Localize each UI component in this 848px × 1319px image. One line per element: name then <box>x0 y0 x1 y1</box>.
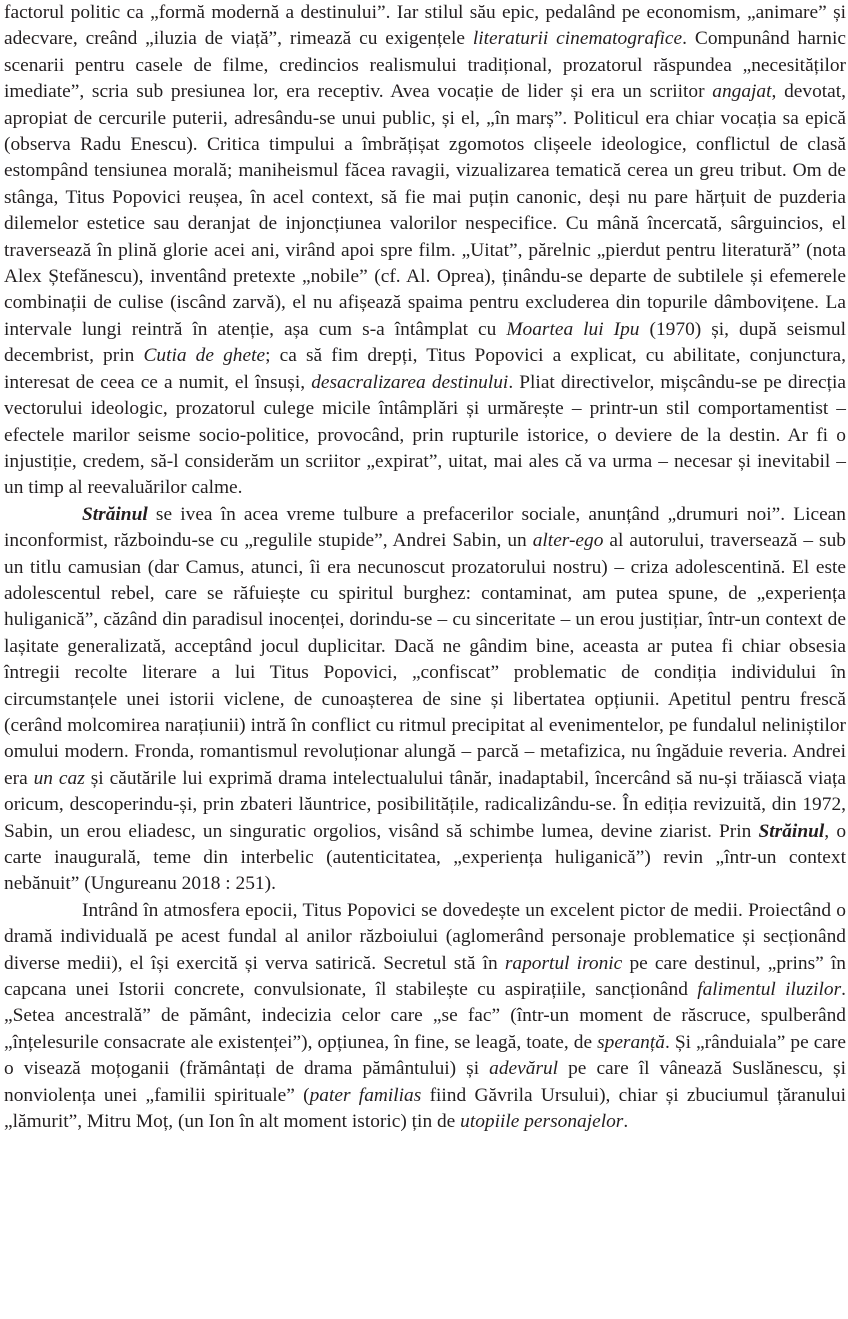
book-title-emphasis: Străinul <box>82 503 148 525</box>
italic-emphasis: un caz <box>33 767 85 789</box>
text-run: . Compunând harnic scenarii pentru casele de filme, credincios realismului tradițional, prozatorul răspundea „necesităților imediate”, scria sub presiunea lor, era receptiv. Avea vocație de lider și era un scriitor <box>4 28 846 103</box>
text-run: pe care destinul, „prins” în capcana unei Istorii concrete, convulsionate, îl stabilește cu aspirațiile, sancționând <box>4 952 846 1001</box>
italic-emphasis: alter-ego <box>532 530 604 552</box>
text-run: Intrând în atmosfera epocii, Titus Popovici se dovedește un excelent pictor de medii. Proiectând o dramă individuală pe acest fundal al anilor războiului (aglomerând personaje problematice și secționând diverse medii), el își exercită și verva satirică. Secretul stă în <box>4 899 846 974</box>
book-title-emphasis: Străinul <box>758 820 825 842</box>
text-run: se ivea în acea vreme tulbure a prefacerilor sociale, anunțând „drumuri noi”. Licean inconformist, războindu-se cu „regulile stupide”, Andrei Sabin, un <box>4 503 846 552</box>
text-run: al autorului, traversează – sub un titlu camusian (dar Camus, atunci, îi era necunoscut prozatorului nostru) – criza adolescentină. El este adolescentul rebel, care se răfuiește cu spiritul burghez: contaminat, am putea spune, de „experiența huliganică”, căzând din paradisul inocenței, dorindu-se – cu sinceritate – un erou justițiar, într-un context de lașitate generalizată, acceptând jocul duplicitar. Dacă ne gândim bine, aceasta ar putea fi chiar obsesia întregii recolte literare a lui Titus Popovici, „confiscat” problematic de condiția individului în circumstanțele unei istorii viclene, de cunoașterea de sine și libertatea opțiunii. Apetitul pentru frescă (cerând molcomirea narațiunii) intră în conflict cu ritmul precipitat al evenimentelor, pe fundalul neliniștilor omului modern. Fronda, romantismul revoluționar alungă – parcă – metafizica, nu îngăduie reveria. Andrei era <box>4 530 846 789</box>
paragraph <box>4 0 846 502</box>
italic-emphasis: desacralizarea destinului <box>311 371 509 393</box>
paragraph <box>4 898 846 1136</box>
italic-emphasis: pater familias <box>309 1084 422 1106</box>
italic-emphasis: Moartea lui Ipu <box>506 318 640 340</box>
text-run: ; ca să fim drepți, Titus Popovici a explicat, cu abilitate, conjunctura, interesat de ceea ce a numit, el însuși, <box>4 345 846 393</box>
text-run: și căutările lui exprimă drama intelectualului tânăr, inadaptabil, încercând să nu-și trăiască viața oricum, descoperindu-și, prin zbateri lăuntrice, posibilitățile, radicalizându-se. În ediția revizuită, din 1972, Sabin, un erou eliadesc, un singuratic orgolios, visând să schimbe lumea, devine ziarist. Prin <box>4 767 846 842</box>
text-run: pe care îl vânează Suslănescu, și nonviolența unei „familii spirituale” ( <box>4 1058 846 1106</box>
text-run: (1970) și, după seismul decembrist, prin <box>4 318 847 367</box>
italic-emphasis: utopiile personajelor <box>460 1111 624 1133</box>
text-run: . <box>623 1111 629 1133</box>
text-run: . Pliat directivelor, mișcându-se pe direcția vectorului ideologic, prozatorul culege micile întâmplări și urmărește – printr-un stil comportamentist – efectele marilor seisme socio-politice, provocând, prin rupturile istorice, o deviere de la destin. Ar fi o injustiție, credem, să-l considerăm un scriitor „expirat”, uitat, mai ales că va urma – necesar și inevitabil – un timp al reevaluărilor calme. <box>4 371 846 499</box>
italic-emphasis: adevărul <box>489 1058 559 1080</box>
page-body <box>4 0 846 1135</box>
text-run: factorul politic ca „formă modernă a destinului”. Iar stilul său epic, pedalând pe economism, „animare” și adecvare, creând „iluzia de viață”, rimează cu exigențele <box>4 2 846 50</box>
italic-emphasis: angajat <box>712 81 772 103</box>
text-run: . Și „rânduiala” pe care o visează moțoganii (frământați de drama pământului) și <box>4 1031 846 1080</box>
text-run: fiind Găvrila Ursului), chiar și zbuciumul țăranului „lămurit”, Mitru Moț, (un Ion în alt moment istoric) țin de <box>4 1084 846 1133</box>
italic-emphasis: falimentul iluzilor <box>697 979 842 1001</box>
italic-emphasis: speranță <box>597 1031 665 1053</box>
text-run: , o carte inaugurală, teme din interbelic (autenticitatea, „experiența huliganică”) revin „într-un context nebănuit” (Ungureanu 2018 : 251). <box>4 820 847 895</box>
paragraph <box>4 502 846 898</box>
italic-emphasis: Cutia de ghete <box>143 345 266 367</box>
text-run: . „Setea ancestrală” de pământ, indecizia celor care „se fac” (într-un moment de răscruce, spulberând „înțelesurile consacrate ale existenței”), opțiunea, în fine, se leagă, toate, de <box>4 979 846 1053</box>
text-run: , devotat, apropiat de cercurile puterii, adresându-se unui public, și el, „în marș”. Politicul era chiar vocația sa epică (observa Radu Enescu). Critica timpului a îmbrățișat zgomotos clișeele ideologice, conflictul de clasă estompând tensiunea morală; maniheismul făcea ravagii, vizualizarea tematică cerea un greu tribut. Om de stânga, Titus Popovici reușea, în acel context, să fie mai puțin canonic, deși nu pare hărțuit de puzderia dilemelor estetice sau deranjat de injoncțiunea valorilor nespecifice. Cu mână încercată, sârguincios, el traversează în plină glorie acei ani, virând apoi spre film. „Uitat”, părelnic „pierdut pentru literatură” (nota Alex Ștefănescu), inventând pretexte „nobile” (cf. Al. Oprea), ținându-se departe de subtilele și efemerele combinații de culise (iscând zarvă), el nu afișează spaima pentru excluderea din topurile dâmbovițene. La intervale lungi reintră în atenție, așa cum s-a întâmplat cu <box>4 81 847 340</box>
italic-emphasis: literaturii cinematografice <box>472 28 683 50</box>
italic-emphasis: raportul ironic <box>504 952 623 974</box>
